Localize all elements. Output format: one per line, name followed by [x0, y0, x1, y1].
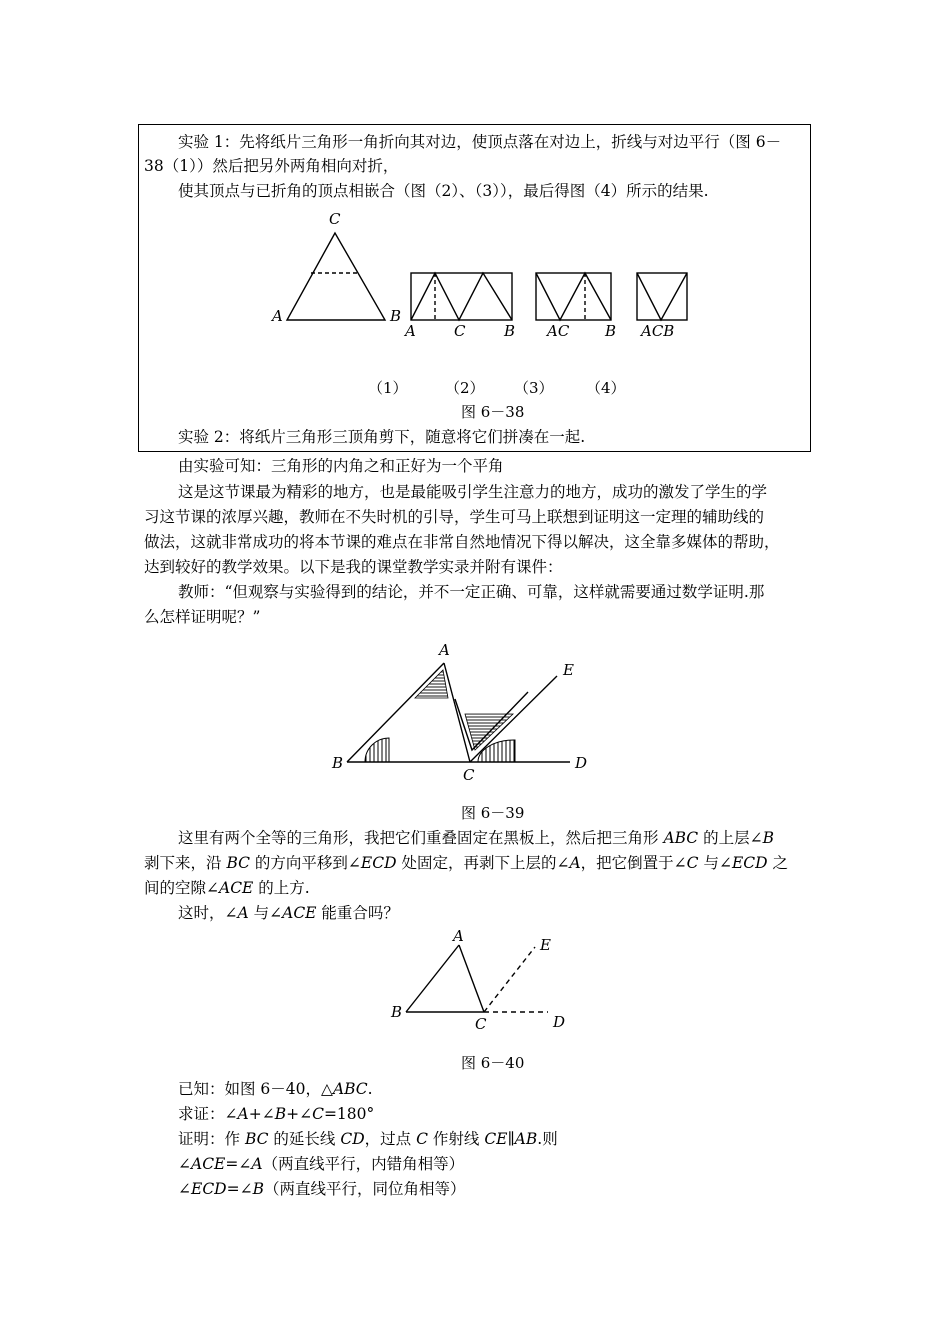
fig38-triangle-1	[287, 233, 385, 320]
paragraph2-line1: 这里有两个全等的三角形，我把它们重叠固定在黑板上，然后把三角形 ABC 的上层∠B	[178, 829, 774, 847]
given-line: 已知：如图 6－40，△ABC.	[178, 1080, 373, 1098]
proof-step2: ∠ECD=∠B（两直线平行，同位角相等）	[178, 1180, 466, 1198]
fig38-sublabel-2: （2）	[445, 379, 485, 397]
fig40-ray-ce	[484, 947, 535, 1012]
fig39-caption: 图 6－39	[461, 804, 525, 822]
fig39-label-b: B	[332, 754, 344, 772]
fig38-sublabel-4: （4）	[586, 379, 626, 397]
experiment2-line: 实验 2：将纸片三角形三顶角剪下，随意将它们拼凑在一起.	[178, 428, 586, 446]
fig38-label-c1: C	[329, 210, 341, 228]
fig40-line-ba	[406, 945, 459, 1012]
fig40-line-ac	[459, 945, 484, 1012]
paragraph2-line2: 剥下来，沿 BC 的方向平移到∠ECD 处固定，再剥下上层的∠A，把它倒置于∠C 与∠ECD 之	[144, 854, 788, 872]
fig39-label-d: D	[575, 754, 588, 772]
fig38-shape-2-folds	[411, 273, 512, 320]
paragraph1-line2: 习这节课的浓厚兴趣，教师在不失时机的引导，学生可马上联想到证明这一定理的辅助线的	[144, 508, 765, 526]
fig40-label-e: E	[540, 936, 551, 954]
fig40-label-d: D	[553, 1013, 566, 1031]
fig38-label-b1: B	[390, 307, 402, 325]
fig39-label-e: E	[563, 661, 574, 679]
prove-line: 求证：∠A+∠B+∠C=180°	[178, 1105, 375, 1123]
fig38-label-b3: B	[605, 322, 617, 340]
teacher-line2: 么怎样证明呢？”	[144, 608, 261, 626]
fig38-label-a2: A	[405, 322, 416, 340]
fig38-shape-4-folds	[637, 273, 687, 320]
question-line: 这时，∠A 与∠ACE 能重合吗？	[178, 904, 399, 922]
fig38-shape-4-outline	[637, 273, 687, 320]
fig38-label-a1: A	[272, 307, 283, 325]
fig38-label-c2: C	[454, 322, 466, 340]
paragraph1-line4: 达到较好的教学效果。以下是我的课堂教学实录并附有课件：	[144, 558, 563, 576]
experiment1-line1: 实验 1：先将纸片三角形一角折向其对边，使顶点落在对边上，折线与对边平行（图 6－	[178, 133, 782, 151]
fig39-label-a: A	[439, 641, 450, 659]
fig38-sublabel-1: （1）	[368, 379, 408, 397]
fig39-shade-b-moved	[478, 740, 515, 762]
figure-6-39	[325, 638, 605, 788]
figure-6-40	[383, 923, 583, 1035]
fig39-line-ac	[444, 663, 470, 762]
fig39-shade-b	[365, 738, 389, 762]
teacher-line1: 教师：“但观察与实验得到的结论，并不一定正确、可靠，这样就需要通过数学证明.那	[178, 583, 765, 601]
fig39-shade-a	[415, 670, 448, 698]
fig39-line-ba	[347, 663, 444, 762]
paragraph1-line1: 这是这节课最为精彩的地方，也是最能吸引学生注意力的地方，成功的激发了学生的学	[178, 483, 768, 501]
fig40-label-b: B	[391, 1003, 403, 1021]
experiment1-line3: 使其顶点与已折角的顶点相嵌合（图（2）、（3）），最后得图（4）所示的结果.	[178, 182, 709, 200]
fig40-label-a: A	[453, 927, 464, 945]
fig38-sublabel-3: （3）	[514, 379, 554, 397]
fig38-caption: 图 6－38	[461, 403, 525, 421]
experiment1-line2: 38（1））然后把另外两角相向对折，	[144, 157, 399, 175]
fig39-label-c: C	[463, 766, 475, 784]
proof-step1: ∠ACE=∠A（两直线平行，内错角相等）	[178, 1155, 465, 1173]
conclusion-line: 由实验可知：三角形的内角之和正好为一个平角	[178, 457, 504, 475]
fig38-shape-3-folds	[536, 273, 611, 320]
fig40-label-c: C	[475, 1015, 487, 1033]
fig38-label-acb4: ACB	[641, 322, 675, 340]
proof-line: 证明：作 BC 的延长线 CD，过点 C 作射线 CE∥AB.则	[178, 1130, 558, 1148]
figure-6-38	[260, 205, 700, 345]
paragraph2-line3: 间的空隙∠ACE 的上方.	[144, 879, 310, 897]
fig38-label-b2: B	[504, 322, 516, 340]
fig38-label-ac3: AC	[547, 322, 570, 340]
paragraph1-line3: 做法，这就非常成功的将本节课的难点在非常自然地情况下得以解决，这全靠多媒体的帮助，	[144, 533, 780, 551]
fig40-caption: 图 6－40	[461, 1054, 525, 1072]
